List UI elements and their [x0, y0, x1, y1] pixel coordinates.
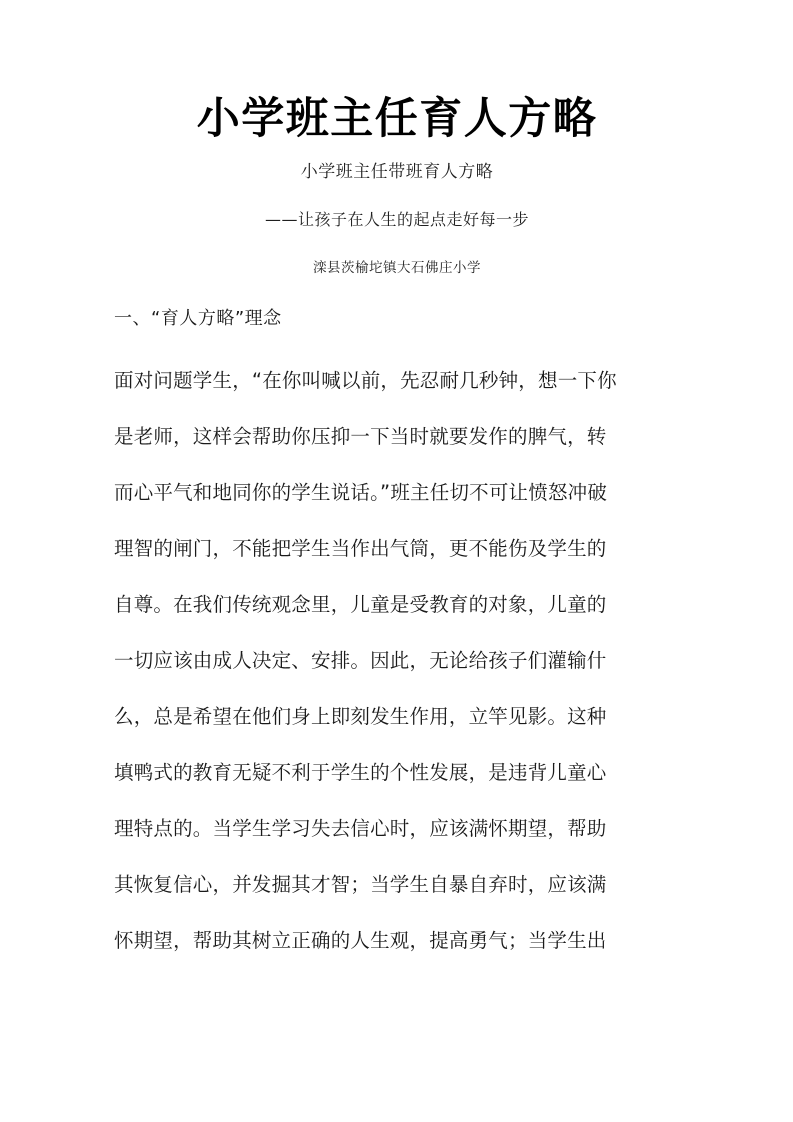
- paragraph-line: 怀期望，帮助其树立正确的人生观，提高勇气；当学生出: [114, 929, 607, 953]
- section-body-paragraph-1: [114, 331, 680, 969]
- document-organization: 滦县茨榆坨镇大石佛庄小学: [313, 259, 481, 276]
- paragraph-line: 理智的闸门，不能把学生当作出气筒，更不能伤及学生的: [114, 537, 607, 561]
- paragraph-line: 其恢复信心，并发掘其才智；当学生自暴自弃时，应该满: [114, 873, 607, 897]
- paragraph-line: 填鸭式的教育无疑不利于学生的个性发展，是违背儿童心: [114, 761, 607, 785]
- document-subtitle: 小学班主任带班育人方略: [300, 161, 494, 182]
- paragraph-line: 一切应该由成人决定、安排。因此，无论给孩子们灌输什: [114, 649, 607, 673]
- paragraph-line: 自尊。在我们传统观念里，儿童是受教育的对象，儿童的: [114, 593, 607, 617]
- document-tagline: ——让孩子在人生的起点走好每一步: [264, 209, 529, 229]
- paragraph-line: 而心平气和地同你的学生说话。”班主任切不可让愤怒冲破: [114, 481, 608, 505]
- section-heading-1: 一、“育人方略”理念: [114, 307, 282, 329]
- document-title: 小学班主任育人方略: [196, 94, 598, 144]
- document-content-column: [114, 0, 680, 969]
- paragraph-line: 是老师，这样会帮助你压抑一下当时就要发作的脾气，转: [114, 425, 607, 449]
- paragraph-line: 面对问题学生，“在你叫喊以前，先忍耐几秒钟，想一下你: [114, 369, 617, 393]
- paragraph-line: 么，总是希望在他们身上即刻发生作用，立竿见影。这种: [114, 705, 607, 729]
- paragraph-line: 理特点的。当学生学习失去信心时，应该满怀期望，帮助: [114, 817, 607, 841]
